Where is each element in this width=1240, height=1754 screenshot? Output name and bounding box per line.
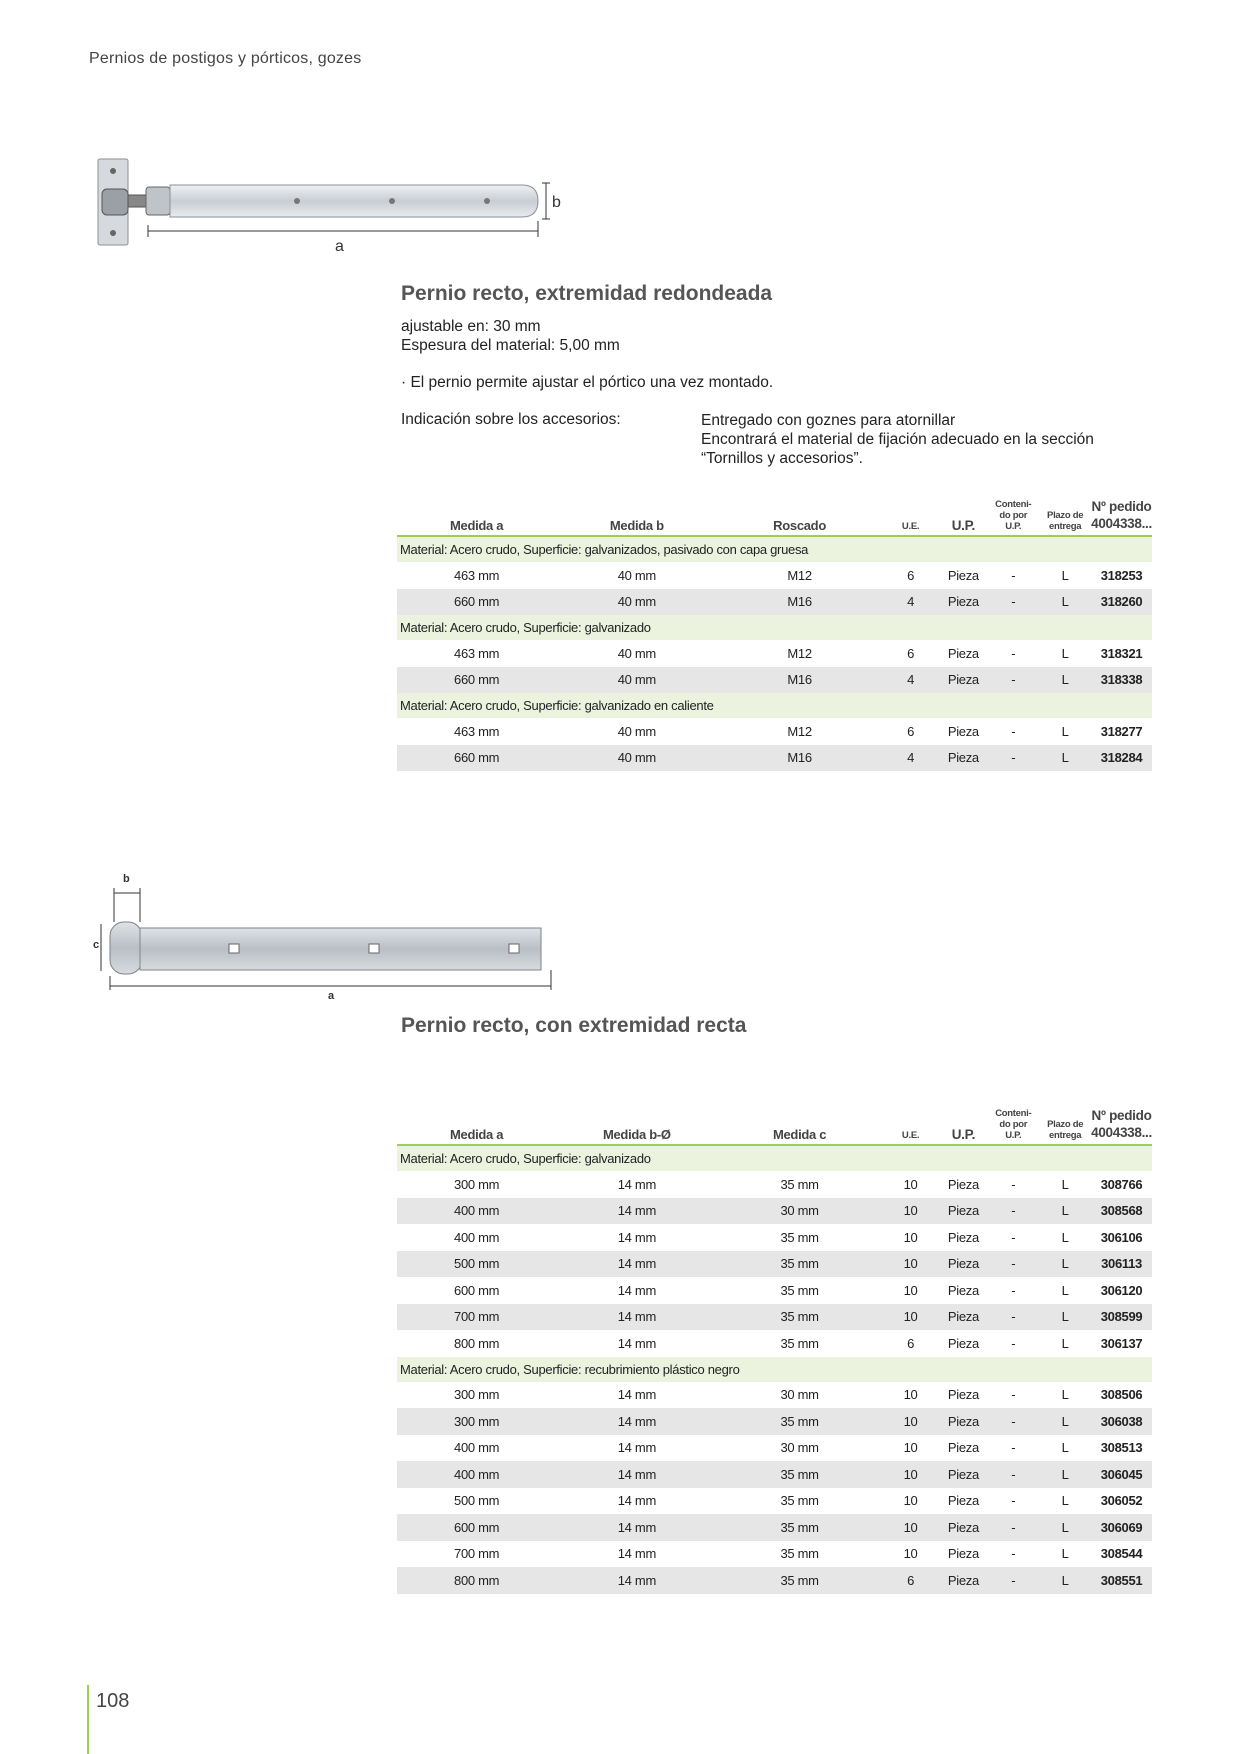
- table-row: [397, 1251, 1152, 1278]
- cell-plazo: L: [1061, 1176, 1069, 1192]
- cell-plazo: L: [1061, 567, 1069, 583]
- table-row: [397, 1171, 1152, 1198]
- cell-medida-b: 14 mm: [556, 1567, 717, 1594]
- cell-up: Pieza: [939, 667, 987, 694]
- cell-medida-a: 800 mm: [397, 1567, 556, 1594]
- product2-table: [397, 1107, 1152, 1594]
- cell-pedido: 308513: [1100, 1440, 1143, 1456]
- cell-medida-c: 35 mm: [780, 1546, 819, 1562]
- cell-up: Pieza: [939, 745, 987, 772]
- cell-contenido: -: [1011, 1335, 1016, 1351]
- cell-contenido: -: [987, 1198, 1039, 1225]
- cell-ue: 10: [903, 1229, 918, 1245]
- cell-medida-b: 14 mm: [556, 1251, 717, 1278]
- table-header-row: [397, 498, 1152, 536]
- table-row: [397, 718, 1152, 745]
- header-up: U.P.: [939, 1107, 987, 1145]
- cell-medida-b: 14 mm: [617, 1546, 656, 1562]
- cell-medida-a: 463 mm: [454, 567, 500, 583]
- cell-medida-a: 660 mm: [397, 667, 556, 694]
- cell-ue: 10: [882, 1304, 940, 1331]
- cell-medida-a: 660 mm: [397, 589, 556, 616]
- cell-plazo: L: [1039, 589, 1091, 616]
- table-row: [397, 1408, 1152, 1435]
- cell-medida-b: 14 mm: [617, 1282, 656, 1298]
- header-medida-b: Medida b-Ø: [556, 1107, 717, 1145]
- cell-up: Pieza: [947, 645, 979, 661]
- cell-contenido: -: [987, 1567, 1039, 1594]
- cell-medida-a: 300 mm: [397, 1408, 556, 1435]
- cell-up: Pieza: [947, 1282, 979, 1298]
- cell-medida-b: 14 mm: [617, 1176, 656, 1192]
- material-row: [397, 615, 1152, 640]
- header-plazo: Plazo de entrega: [1039, 1107, 1091, 1145]
- cell-up: Pieza: [947, 567, 979, 583]
- cell-ue: 10: [903, 1440, 918, 1456]
- cell-medida-a: 463 mm: [454, 645, 500, 661]
- page-number: 108: [96, 1690, 130, 1712]
- header-plazo: Plazo de entrega: [1039, 498, 1091, 536]
- accessories-line: Encontrará el material de fijación adecuado en la sección: [701, 431, 1094, 448]
- cell-medida-a: 600 mm: [454, 1282, 500, 1298]
- cell-pedido: 308568: [1091, 1198, 1152, 1225]
- cell-medida-b: 14 mm: [556, 1198, 717, 1225]
- cell-medida-b: 14 mm: [617, 1229, 656, 1245]
- cell-pedido: 306038: [1091, 1408, 1152, 1435]
- accessories-label: Indicación sobre los accesorios:: [401, 411, 621, 428]
- cell-medida-b: 40 mm: [556, 667, 717, 694]
- cell-pedido: 318277: [1100, 723, 1143, 739]
- header-pedido: Nº pedido 4004338...: [1091, 1107, 1152, 1145]
- cell-plazo: L: [1039, 1304, 1091, 1331]
- cell-pedido: 306069: [1091, 1514, 1152, 1541]
- cell-pedido: 306120: [1100, 1282, 1143, 1298]
- cell-medida-b: 14 mm: [617, 1493, 656, 1509]
- cell-up: Pieza: [939, 1198, 987, 1225]
- dimension-label-a: a: [335, 238, 344, 255]
- cell-contenido: -: [987, 1304, 1039, 1331]
- product1-spec-thickness: Espesura del material: 5,00 mm: [401, 337, 620, 354]
- cell-ue: 4: [882, 745, 940, 772]
- cell-medida-c: 35 mm: [717, 1251, 881, 1278]
- cell-contenido: -: [1011, 723, 1016, 739]
- dimension-label-c: c: [93, 939, 100, 951]
- header-roscado: Roscado: [717, 498, 881, 536]
- cell-medida-c: 35 mm: [780, 1229, 819, 1245]
- material-row: [397, 693, 1152, 718]
- cell-ue: 6: [882, 1567, 940, 1594]
- product1-table-body: [397, 536, 1152, 771]
- cell-medida-a: 700 mm: [397, 1304, 556, 1331]
- cell-ue: 10: [882, 1408, 940, 1435]
- cell-contenido: -: [987, 745, 1039, 772]
- hinge-rounded-end-image: [92, 155, 572, 265]
- cell-pedido: 306045: [1091, 1461, 1152, 1488]
- cell-medida-a: 400 mm: [454, 1229, 500, 1245]
- cell-plazo: L: [1039, 1408, 1091, 1435]
- cell-medida-b: 14 mm: [556, 1304, 717, 1331]
- cell-pedido: 306052: [1100, 1493, 1143, 1509]
- dimension-label-a: a: [328, 990, 335, 1002]
- material-label: Material: Acero crudo, Superficie: galvanizado: [397, 615, 1152, 640]
- cell-medida-c: 35 mm: [780, 1493, 819, 1509]
- cell-ue: 4: [882, 667, 940, 694]
- cell-plazo: L: [1061, 1335, 1069, 1351]
- product1-table: [397, 498, 1152, 771]
- dimension-label-b: b: [552, 194, 561, 211]
- header-up: U.P.: [939, 498, 987, 536]
- cell-up: Pieza: [947, 1335, 979, 1351]
- cell-up: Pieza: [947, 1546, 979, 1562]
- cell-plazo: L: [1061, 1387, 1069, 1403]
- cell-plazo: L: [1039, 745, 1091, 772]
- cell-contenido: -: [987, 1408, 1039, 1435]
- table-row: [397, 1541, 1152, 1568]
- cell-pedido: 306106: [1100, 1229, 1143, 1245]
- cell-medida-c: 30 mm: [780, 1440, 819, 1456]
- cell-plazo: L: [1039, 1198, 1091, 1225]
- cell-plazo: L: [1061, 1229, 1069, 1245]
- material-row: [397, 1145, 1152, 1171]
- cell-contenido: -: [987, 1251, 1039, 1278]
- cell-up: Pieza: [939, 1567, 987, 1594]
- cell-medida-c: M16: [717, 667, 881, 694]
- cell-medida-c: 35 mm: [717, 1408, 881, 1435]
- material-label: Material: Acero crudo, Superficie: galvanizado: [397, 1145, 1152, 1171]
- cell-plazo: L: [1061, 1546, 1069, 1562]
- cell-medida-a: 500 mm: [397, 1251, 556, 1278]
- product2-title: Pernio recto, con extremidad recta: [401, 1014, 747, 1037]
- cell-pedido: 308506: [1100, 1387, 1143, 1403]
- accessories-line: “Tornillos y accesorios”.: [701, 450, 863, 467]
- cell-ue: 10: [903, 1282, 918, 1298]
- section-title: Pernios de postigos y pórticos, gozes: [89, 50, 362, 67]
- header-medida-a: Medida a: [397, 1107, 556, 1145]
- header-ue: U.E.: [882, 498, 940, 536]
- cell-pedido: 318338: [1091, 667, 1152, 694]
- cell-pedido: 308551: [1091, 1567, 1152, 1594]
- cell-medida-b: 40 mm: [617, 645, 656, 661]
- material-label: Material: Acero crudo, Superficie: galvanizados, pasivado con capa gruesa: [397, 536, 1152, 562]
- cell-ue: 4: [882, 589, 940, 616]
- material-row: [397, 536, 1152, 562]
- cell-medida-a: 400 mm: [454, 1440, 500, 1456]
- cell-contenido: -: [987, 667, 1039, 694]
- cell-contenido: -: [987, 589, 1039, 616]
- cell-medida-c: 35 mm: [780, 1282, 819, 1298]
- cell-medida-a: 600 mm: [397, 1514, 556, 1541]
- table-header-row: [397, 1107, 1152, 1145]
- cell-plazo: L: [1061, 645, 1069, 661]
- cell-ue: 10: [882, 1461, 940, 1488]
- cell-medida-a: 300 mm: [454, 1176, 500, 1192]
- cell-up: Pieza: [947, 1493, 979, 1509]
- cell-ue: 6: [907, 1335, 915, 1351]
- cell-ue: 10: [903, 1176, 918, 1192]
- accessories-text: [701, 411, 1161, 468]
- cell-plazo: L: [1061, 1282, 1069, 1298]
- cell-pedido: 318284: [1091, 745, 1152, 772]
- table-row: [397, 667, 1152, 694]
- cell-medida-b: 14 mm: [556, 1461, 717, 1488]
- hinge-straight-end-image: [90, 866, 560, 1006]
- header-medida-a: Medida a: [397, 498, 556, 536]
- cell-contenido: -: [1011, 1493, 1016, 1509]
- cell-medida-b: 40 mm: [556, 589, 717, 616]
- material-label: Material: Acero crudo, Superficie: recubrimiento plástico negro: [397, 1357, 1152, 1382]
- cell-medida-a: 300 mm: [454, 1387, 500, 1403]
- cell-medida-c: 35 mm: [780, 1176, 819, 1192]
- product1-spec-adjust: ajustable en: 30 mm: [401, 318, 541, 335]
- table-row: [397, 1488, 1152, 1515]
- table-row: [397, 1330, 1152, 1357]
- table-row: [397, 589, 1152, 616]
- cell-plazo: L: [1039, 1514, 1091, 1541]
- cell-medida-a: 463 mm: [454, 723, 500, 739]
- cell-medida-c: 30 mm: [717, 1198, 881, 1225]
- cell-medida-a: 500 mm: [454, 1493, 500, 1509]
- cell-up: Pieza: [939, 589, 987, 616]
- header-ue: U.E.: [882, 1107, 940, 1145]
- cell-medida-b: 14 mm: [556, 1408, 717, 1435]
- material-row: [397, 1357, 1152, 1382]
- cell-medida-c: 35 mm: [717, 1304, 881, 1331]
- cell-pedido: 306113: [1091, 1251, 1152, 1278]
- table-row: [397, 640, 1152, 667]
- header-pedido: Nº pedido 4004338...: [1091, 498, 1152, 536]
- cell-up: Pieza: [947, 1387, 979, 1403]
- header-medida-c: Medida c: [717, 1107, 881, 1145]
- cell-medida-a: 800 mm: [454, 1335, 500, 1351]
- cell-medida-c: M12: [787, 723, 812, 739]
- cell-ue: 10: [882, 1514, 940, 1541]
- table-row: [397, 1198, 1152, 1225]
- cell-medida-c: 35 mm: [717, 1514, 881, 1541]
- cell-plazo: L: [1039, 1567, 1091, 1594]
- cell-up: Pieza: [947, 1229, 979, 1245]
- cell-contenido: -: [987, 1514, 1039, 1541]
- cell-plazo: L: [1039, 1251, 1091, 1278]
- accessories-line: Entregado con goznes para atornillar: [701, 412, 956, 429]
- cell-plazo: L: [1061, 723, 1069, 739]
- cell-medida-c: 35 mm: [780, 1335, 819, 1351]
- cell-up: Pieza: [939, 1461, 987, 1488]
- cell-ue: 10: [882, 1251, 940, 1278]
- table-row: [397, 1304, 1152, 1331]
- cell-up: Pieza: [947, 723, 979, 739]
- cell-pedido: 306137: [1100, 1335, 1143, 1351]
- cell-pedido: 308599: [1091, 1304, 1152, 1331]
- cell-medida-b: 14 mm: [617, 1335, 656, 1351]
- product1-bullet-text: El pernio permite ajustar el pórtico una vez montado.: [410, 374, 774, 391]
- header-medida-b: Medida b: [556, 498, 717, 536]
- cell-ue: 10: [903, 1546, 918, 1562]
- cell-medida-a: 400 mm: [397, 1461, 556, 1488]
- cell-contenido: -: [1011, 1546, 1016, 1562]
- cell-pedido: 318321: [1100, 645, 1143, 661]
- table-row: [397, 562, 1152, 589]
- product1-bullet: [401, 373, 773, 392]
- cell-pedido: 318260: [1091, 589, 1152, 616]
- cell-contenido: -: [1011, 1282, 1016, 1298]
- cell-medida-a: 400 mm: [397, 1198, 556, 1225]
- cell-contenido: -: [1011, 1229, 1016, 1245]
- cell-contenido: -: [987, 1461, 1039, 1488]
- cell-up: Pieza: [939, 1514, 987, 1541]
- cell-ue: 10: [903, 1493, 918, 1509]
- table-row: [397, 1435, 1152, 1462]
- table-row: [397, 1382, 1152, 1409]
- cell-contenido: -: [1011, 1387, 1016, 1403]
- table-row: [397, 1277, 1152, 1304]
- material-label: Material: Acero crudo, Superficie: galvanizado en caliente: [397, 693, 1152, 718]
- cell-medida-c: M12: [787, 645, 812, 661]
- cell-medida-b: 14 mm: [617, 1440, 656, 1456]
- bullet-dot-icon: ·: [401, 374, 411, 391]
- product1-title: Pernio recto, extremidad redondeada: [401, 282, 773, 305]
- table-row: [397, 1514, 1152, 1541]
- cell-medida-c: M16: [717, 589, 881, 616]
- cell-medida-c: 35 mm: [717, 1567, 881, 1594]
- cell-ue: 10: [882, 1198, 940, 1225]
- cell-ue: 6: [907, 645, 915, 661]
- table-row: [397, 745, 1152, 772]
- cell-contenido: -: [1011, 1440, 1016, 1456]
- cell-plazo: L: [1039, 667, 1091, 694]
- table-row: [397, 1461, 1152, 1488]
- cell-ue: 10: [903, 1387, 918, 1403]
- product2-table-body: [397, 1145, 1152, 1594]
- header-contenido: Conteni- do por U.P.: [987, 498, 1039, 536]
- cell-medida-b: 40 mm: [556, 745, 717, 772]
- cell-medida-b: 14 mm: [617, 1387, 656, 1403]
- cell-contenido: -: [1011, 645, 1016, 661]
- cell-up: Pieza: [939, 1251, 987, 1278]
- cell-pedido: 308544: [1100, 1546, 1143, 1562]
- cell-medida-c: M16: [717, 745, 881, 772]
- cell-medida-c: 35 mm: [717, 1461, 881, 1488]
- cell-plazo: L: [1061, 1440, 1069, 1456]
- cell-up: Pieza: [939, 1304, 987, 1331]
- page-accent-bar: [87, 1685, 89, 1754]
- cell-ue: 6: [907, 723, 915, 739]
- cell-medida-a: 660 mm: [397, 745, 556, 772]
- cell-pedido: 308766: [1100, 1176, 1143, 1192]
- cell-plazo: L: [1039, 1461, 1091, 1488]
- cell-up: Pieza: [947, 1176, 979, 1192]
- cell-ue: 6: [907, 567, 915, 583]
- cell-pedido: 318253: [1100, 567, 1143, 583]
- cell-medida-b: 40 mm: [617, 723, 656, 739]
- cell-medida-a: 700 mm: [454, 1546, 500, 1562]
- cell-medida-b: 14 mm: [556, 1514, 717, 1541]
- cell-medida-c: 30 mm: [780, 1387, 819, 1403]
- header-contenido: Conteni- do por U.P.: [987, 1107, 1039, 1145]
- table-row: [397, 1567, 1152, 1594]
- cell-medida-c: M12: [787, 567, 812, 583]
- cell-up: Pieza: [939, 1408, 987, 1435]
- cell-contenido: -: [1011, 567, 1016, 583]
- dimension-label-b: b: [123, 873, 130, 885]
- cell-medida-b: 40 mm: [617, 567, 656, 583]
- cell-up: Pieza: [947, 1440, 979, 1456]
- cell-contenido: -: [1011, 1176, 1016, 1192]
- table-row: [397, 1224, 1152, 1251]
- cell-plazo: L: [1061, 1493, 1069, 1509]
